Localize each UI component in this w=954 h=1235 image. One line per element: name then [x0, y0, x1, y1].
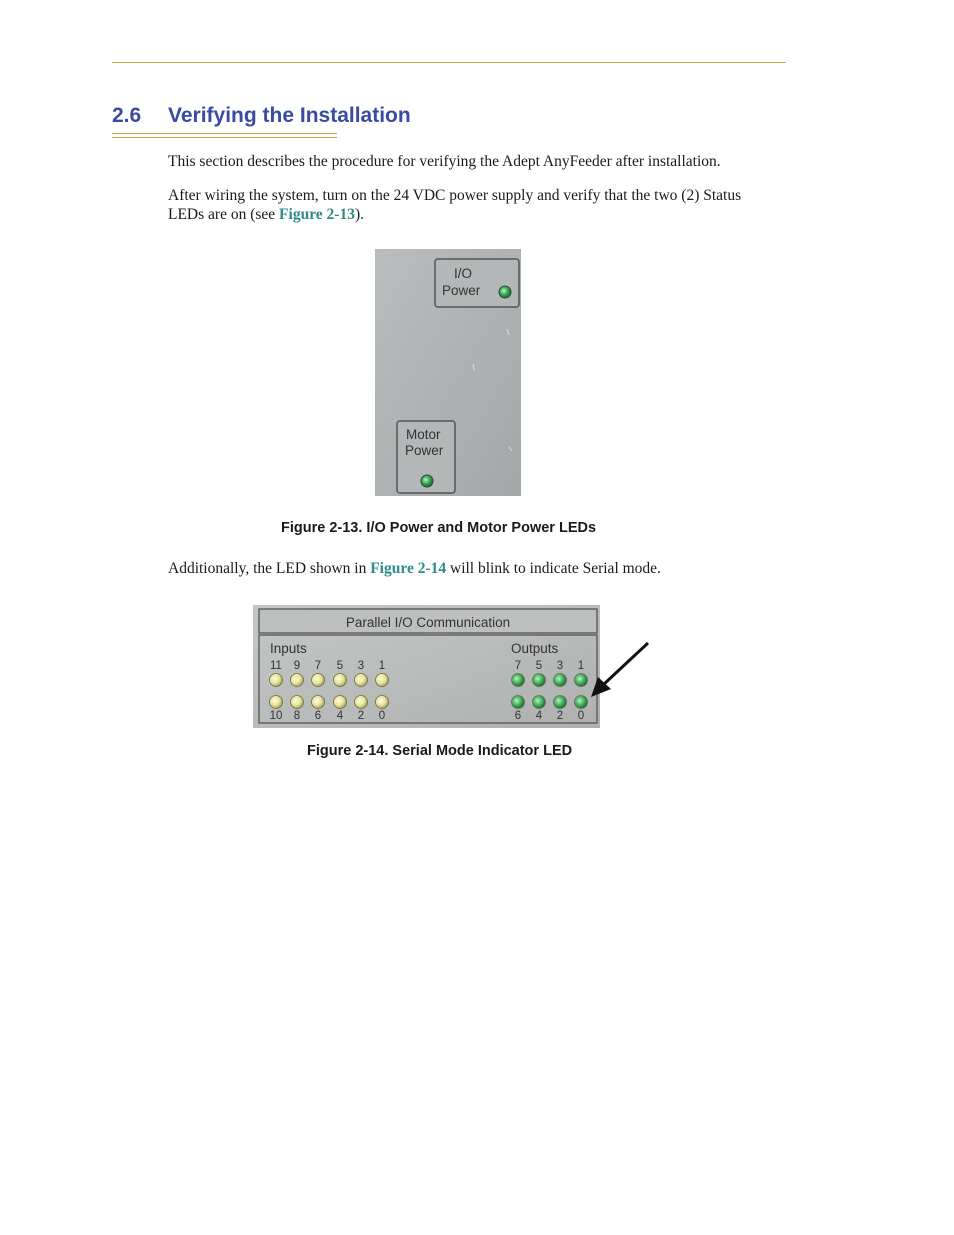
output-led	[533, 696, 546, 709]
input-number-label: 8	[293, 710, 301, 722]
input-number-label: 0	[378, 710, 386, 722]
input-led	[376, 696, 389, 709]
output-led	[575, 674, 588, 687]
input-number-label: 2	[357, 710, 365, 722]
output-led	[512, 696, 525, 709]
input-number-label: 10	[269, 710, 283, 722]
figure-2-14-caption: Figure 2-14. Serial Mode Indicator LED	[307, 743, 573, 759]
output-number-label: 4	[535, 710, 543, 722]
inputs-label: Inputs	[270, 641, 307, 656]
paragraph-intro: This section describes the procedure for verifying the Adept AnyFeeder after installation.	[168, 153, 721, 170]
output-led	[554, 674, 567, 687]
output-led	[554, 696, 567, 709]
motor-power-label-line1: Motor	[406, 427, 441, 442]
heading-rule-1	[112, 133, 337, 134]
input-led	[291, 674, 304, 687]
figure-2-13-caption: Figure 2-13. I/O Power and Motor Power LEDs	[281, 520, 597, 536]
serial-mode-led	[575, 696, 588, 709]
io-power-label-line2: Power	[442, 283, 481, 298]
section-heading	[112, 104, 411, 128]
input-led	[376, 674, 389, 687]
figure-2-13-image	[375, 249, 521, 496]
input-led	[312, 674, 325, 687]
input-led	[312, 696, 325, 709]
output-led	[533, 674, 546, 687]
input-led	[270, 696, 283, 709]
output-number-label: 0	[577, 710, 585, 722]
output-number-label: 2	[556, 710, 564, 722]
input-led	[270, 674, 283, 687]
input-number-label: 3	[357, 660, 365, 672]
figure-2-14-link[interactable]: Figure 2-14	[370, 560, 447, 577]
io-power-led	[499, 286, 511, 298]
figure-2-14-image	[253, 605, 653, 728]
input-number-label: 1	[378, 660, 386, 672]
input-number-label: 6	[314, 710, 322, 722]
input-led	[334, 674, 347, 687]
output-number-label: 1	[577, 660, 585, 672]
section-title: Verifying the Installation	[168, 104, 411, 127]
io-power-label-line1: I/O	[454, 266, 473, 281]
top-rule	[112, 62, 786, 63]
section-number: 2.6	[112, 104, 142, 127]
motor-power-led	[421, 475, 433, 487]
input-led	[291, 696, 304, 709]
paragraph-wiring: After wiring the system, turn on the 24 VDC power supply and verify that the two (2) Status LEDs are on (see Figure 2-13).	[168, 187, 742, 223]
input-led	[334, 696, 347, 709]
output-number-label: 7	[514, 660, 522, 672]
input-number-label: 7	[314, 660, 322, 672]
input-number-label: 9	[293, 660, 301, 672]
output-led	[512, 674, 525, 687]
input-number-label: 5	[336, 660, 344, 672]
paragraph-serial: Additionally, the LED shown in Figure 2-14 will blink to indicate Serial mode.	[168, 560, 661, 577]
figure-2-13-link[interactable]: Figure 2-13	[279, 206, 355, 223]
io-panel-title: Parallel I/O Communication	[345, 615, 511, 630]
outputs-label: Outputs	[511, 641, 559, 656]
input-number-label: 11	[270, 660, 282, 672]
input-led	[355, 674, 368, 687]
heading-rule-2	[112, 137, 337, 138]
output-number-label: 5	[535, 660, 543, 672]
motor-power-label-line2: Power	[405, 443, 444, 458]
input-led	[355, 696, 368, 709]
input-number-label: 4	[336, 710, 344, 722]
arrow-shaft	[603, 643, 648, 685]
output-number-label: 3	[556, 660, 564, 672]
output-number-label: 6	[514, 710, 522, 722]
